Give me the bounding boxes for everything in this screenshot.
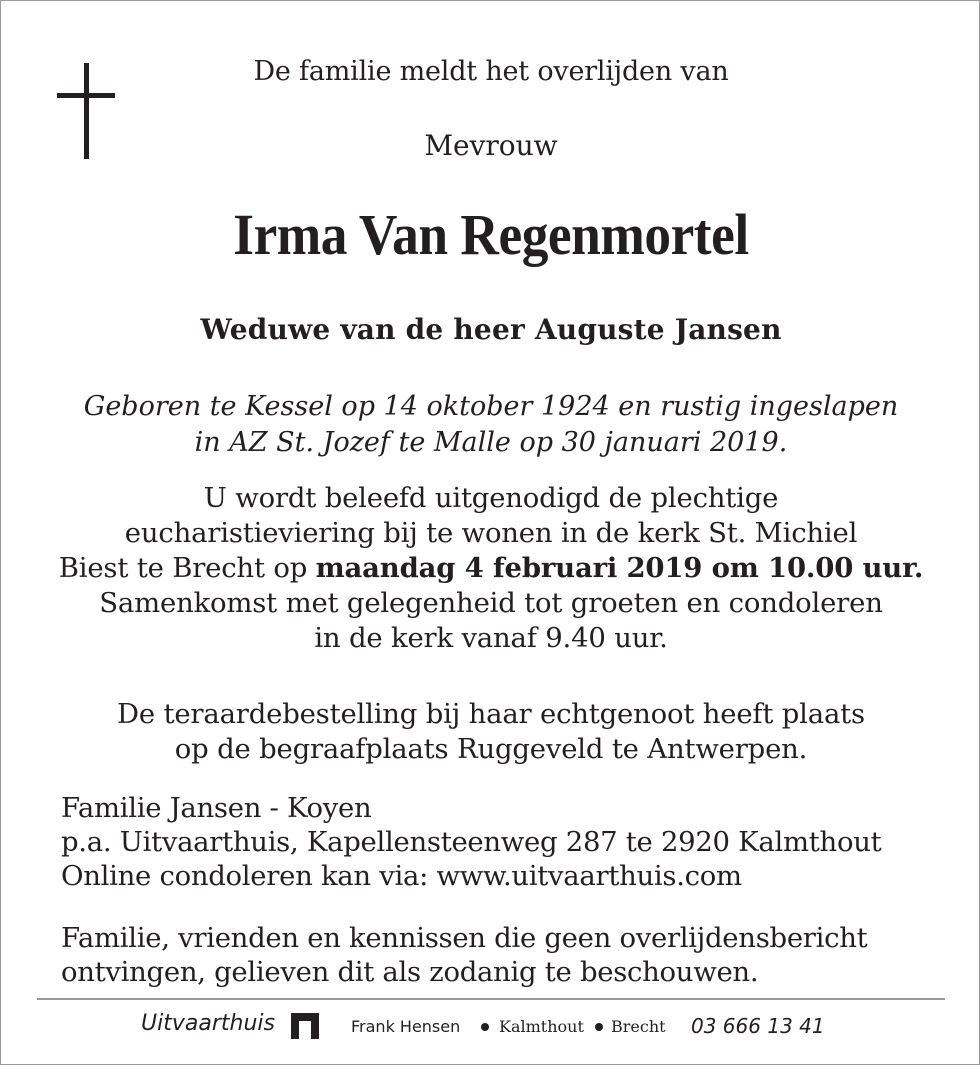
born-line-2: in AZ St. Jozef te Malle op 30 januari 2019. <box>194 427 788 458</box>
burial-line-1: De teraardebestelling bij haar echtgenoot heeft plaats <box>117 698 865 730</box>
widow-line: Weduwe van de heer Auguste Jansen <box>200 313 782 346</box>
notice-line-1: Familie, vrienden en kennissen die geen overlijdensbericht <box>61 922 868 954</box>
invite-line-2: eucharistieviering bij te wonen in de kerk St. Michiel <box>124 517 858 549</box>
footer-divider <box>37 998 945 1000</box>
birth-death-details <box>1 389 980 461</box>
burial-details <box>1 697 980 767</box>
online-condolence: Online condoleren kan via: www.uitvaarthuis.com <box>61 860 742 892</box>
born-line-1: Geboren te Kessel op 14 oktober 1924 en rustig ingeslapen <box>83 391 899 422</box>
family-address: p.a. Uitvaarthuis, Kapellensteenweg 287 te 2920 Kalmthout <box>61 826 882 858</box>
honorific: Mevrouw <box>424 129 558 162</box>
location-kalmthout: Kalmthout <box>499 1017 584 1036</box>
invite-line-3 <box>1 551 980 586</box>
location-brecht: Brecht <box>611 1017 666 1036</box>
notice-line-2: ontvingen, gelieven dit als zodanig te beschouwen. <box>61 956 759 988</box>
invite-line-1: U wordt beleefd uitgenodigd de plechtige <box>203 482 779 514</box>
ceremony-date-time: maandag 4 februari 2019 om 10.00 uur. <box>315 552 924 584</box>
intro-text: De familie meldt het overlijden van <box>253 56 729 87</box>
funeral-director: Frank Hensen <box>351 1017 461 1036</box>
family-name: Familie Jansen - Koyen <box>61 792 372 824</box>
funeral-home-brand: Uitvaarthuis <box>141 1011 275 1036</box>
phone-number: 03 666 13 41 <box>691 1014 825 1038</box>
burial-line-2: op de begraafplaats Ruggeveld te Antwerpen. <box>174 733 808 765</box>
family-contact <box>61 791 881 893</box>
funeral-home-logo-icon <box>291 1013 319 1039</box>
deceased-name: Irma Van Regenmortel <box>233 202 749 267</box>
funeral-home-footer <box>141 1011 941 1043</box>
closing-notice <box>61 921 867 989</box>
invite-line-5: in de kerk vanaf 9.40 uur. <box>314 622 668 654</box>
bullet-icon <box>595 1023 603 1031</box>
invite-line-4: Samenkomst met gelegenheid tot groeten en condoleren <box>99 587 883 619</box>
ceremony-invitation <box>1 481 980 656</box>
bullet-icon <box>481 1023 489 1031</box>
invite-line-3-pre: Biest te Brecht op <box>58 552 316 584</box>
